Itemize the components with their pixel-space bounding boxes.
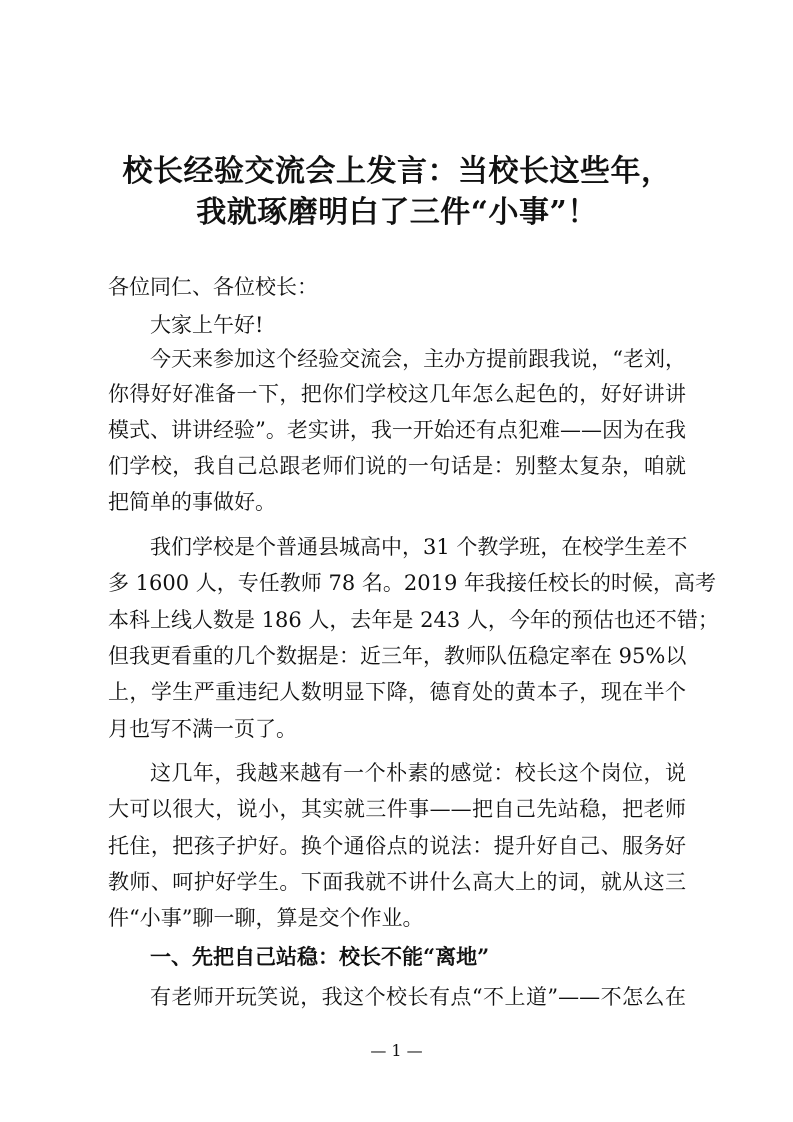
text-line: 月也写不满一页了。 [108,717,297,741]
text-line: 我们学校是个普通县城高中，31 个教学班，在校学生差不 [150,535,688,559]
title-line-1: 校长经验交流会上发言：当校长这些年， [122,154,672,189]
text-line: 今天来参加这个经验交流会，主办方提前跟我说，“老刘， [150,347,686,371]
text-line: 你得好好准备一下，把你们学校这几年怎么起色的，好好讲讲 [108,382,686,406]
text-line: 本科上线人数是 186 人，去年是 243 人，今年的预估也还不错； [108,608,719,632]
text-line: 但我更看重的几个数据是：近三年，教师队伍稳定率在 95%以 [108,644,687,668]
text-line: 有老师开玩笑说，我这个校长有点“不上道”——不怎么在 [150,985,686,1009]
greeting: 大家上午好! [150,313,264,337]
text-line: 把简单的事做好。 [108,490,276,514]
section-heading: 一、先把自己站稳：校长不能“离地” [150,944,490,969]
text-line: 大可以很大，说小，其实就三件事——把自己先站稳，把老师 [108,797,686,821]
text-line: 件“小事”聊一聊，算是交个作业。 [108,906,424,930]
text-line: 上，学生严重违纪人数明显下降，德育处的黄本子，现在半个 [108,680,686,704]
text-line: 模式、讲讲经验”。老实讲，我一开始还有点犯难——因为在我 [108,418,686,442]
text-line: 这几年，我越来越有一个朴素的感觉：校长这个岗位，说 [150,761,686,785]
text-line: 们学校，我自己总跟老师们说的一句话是：别整太复杂，咱就 [108,454,686,478]
text-line: 教师、呵护好学生。下面我就不讲什么高大上的词，就从这三 [108,870,686,894]
page-number: — 1 — [370,1041,423,1060]
title-line-2: 我就琢磨明白了三件“小事”！ [196,195,598,230]
text-line: 托住，把孩子护好。换个通俗点的说法：提升好自己、服务好 [108,834,686,858]
text-line: 多 1600 人，专任教师 78 名。2019 年我接任校长的时候，高考 [108,571,716,595]
salutation: 各位同仁、各位校长： [108,275,318,299]
